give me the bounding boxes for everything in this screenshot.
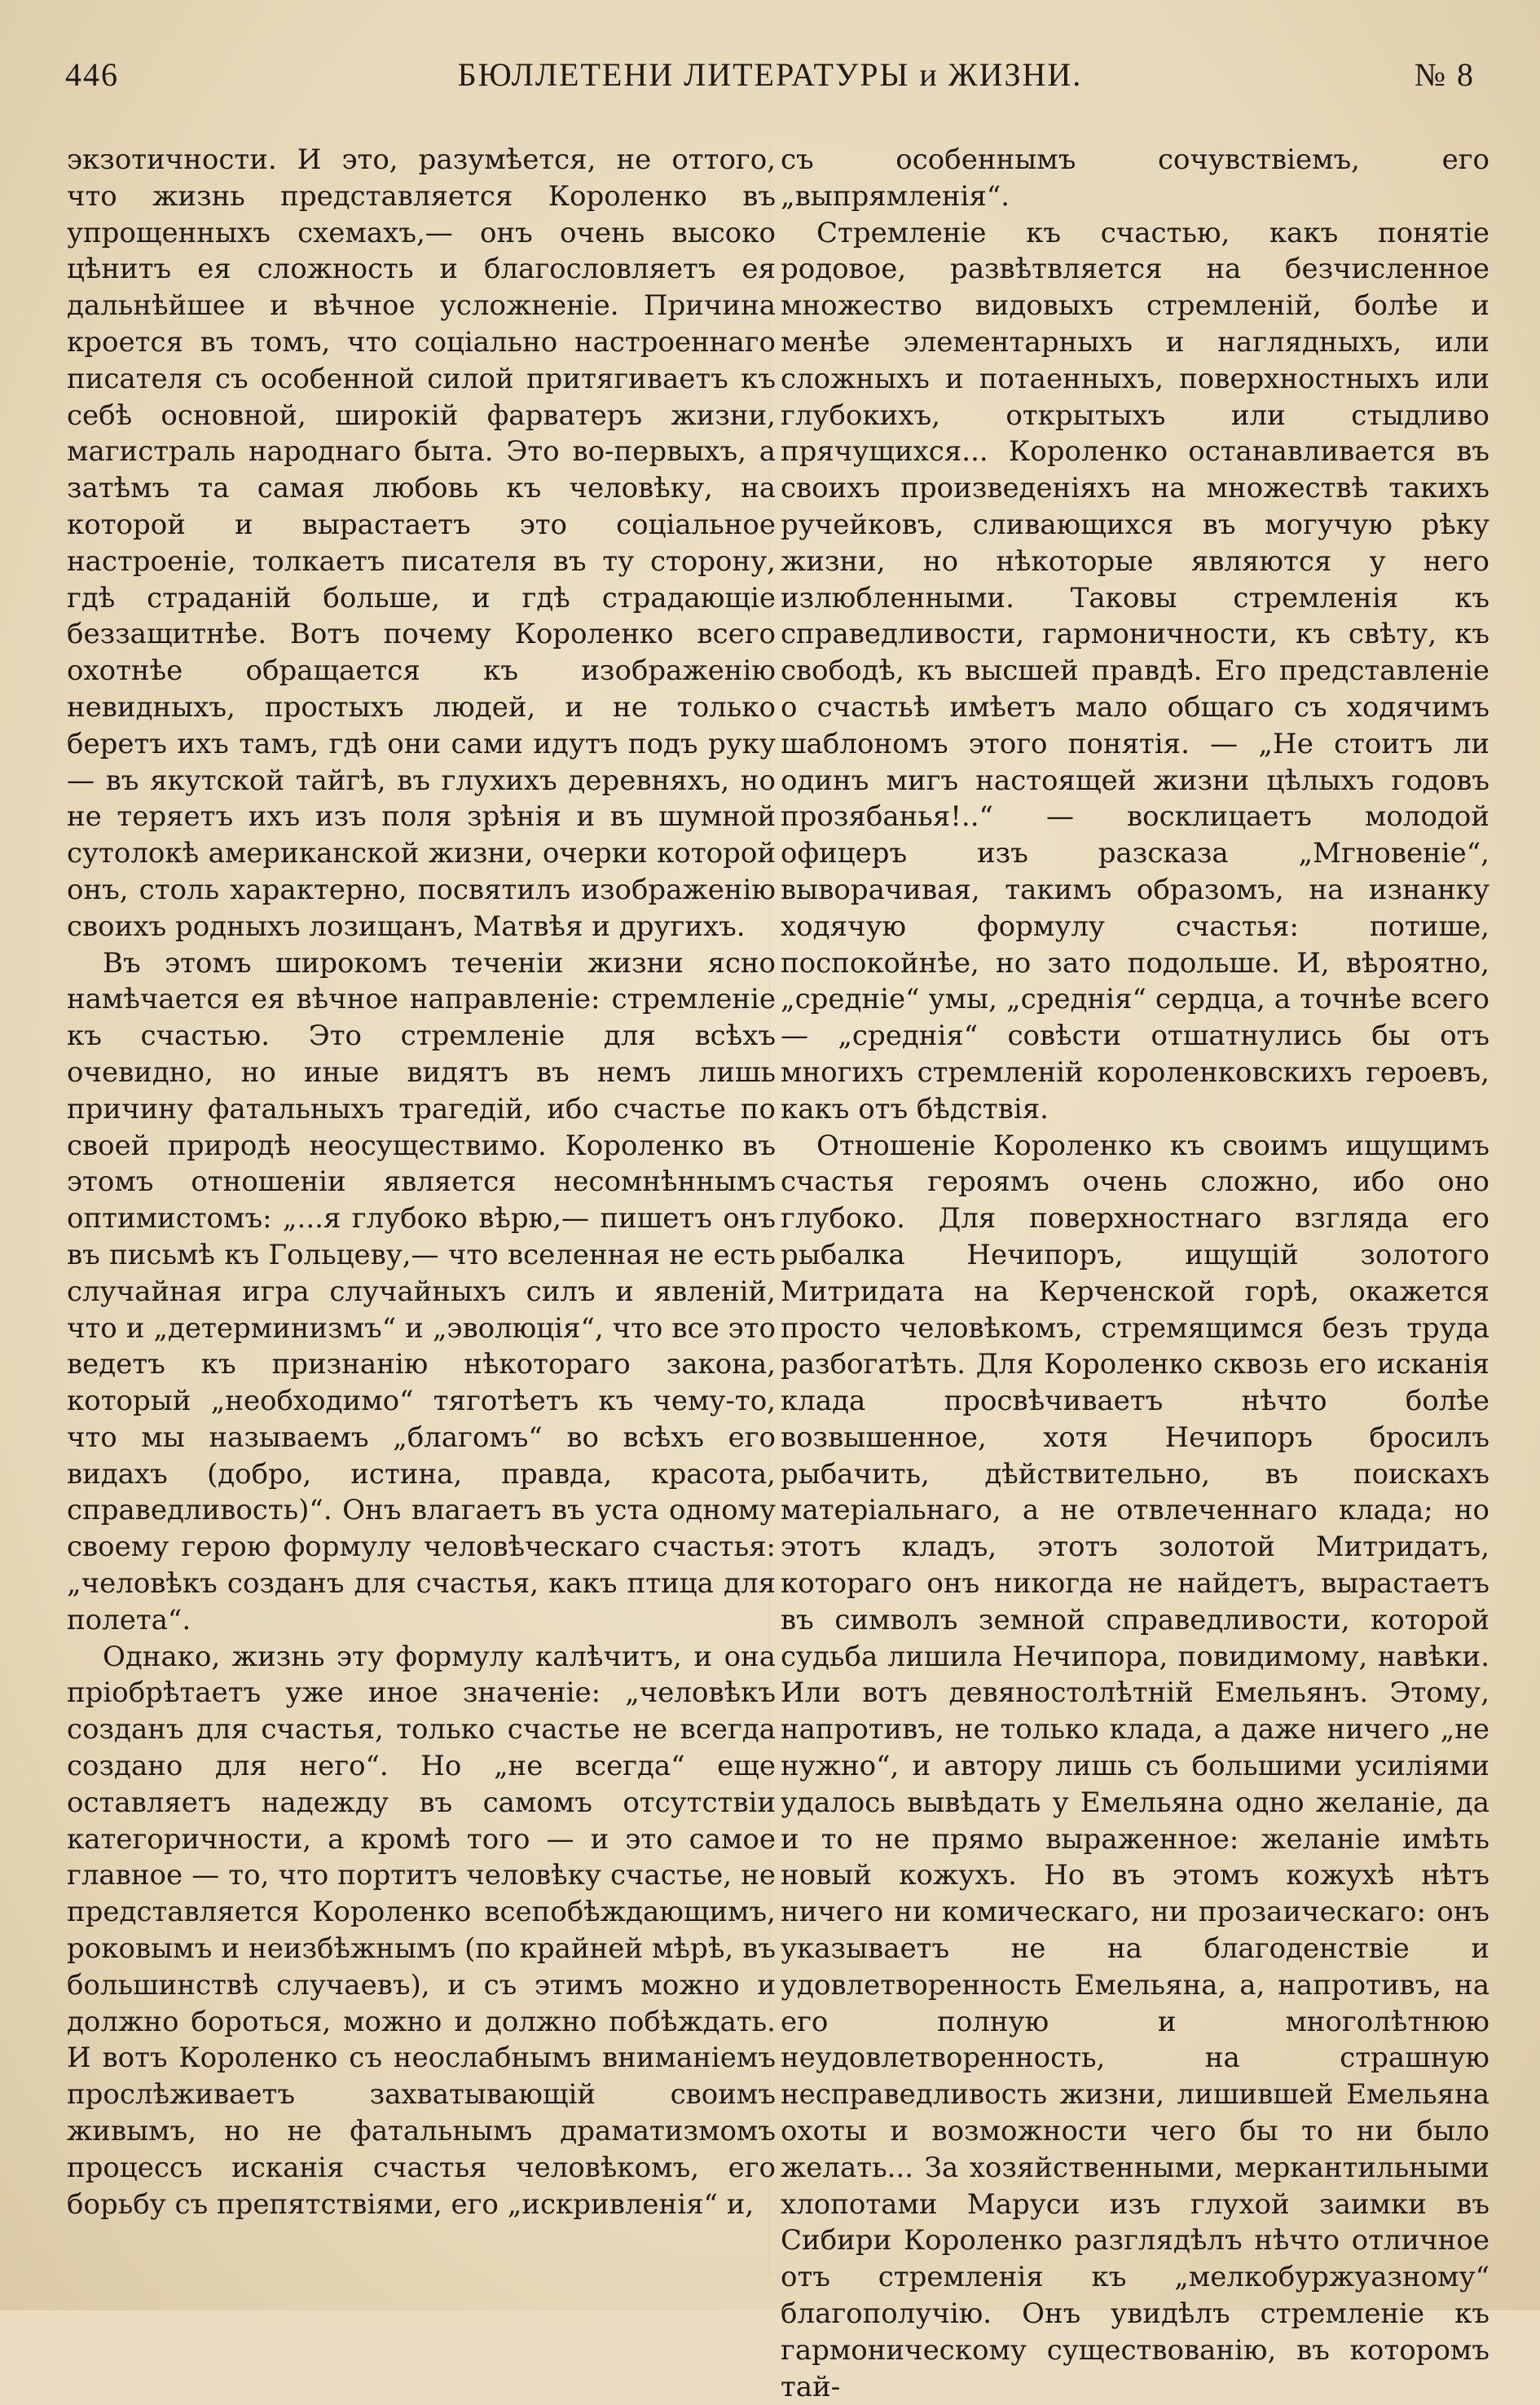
page-header [65,55,1475,104]
paragraph: Въ этомъ широкомъ теченіи жизни ясно намѣчается ея вѣчное направленіе: стремленіе къ счастью. Это стремленіе для всѣхъ очевидно, но иные видятъ въ немъ лишь причину фатальныхъ трагедій, ибо счастье по своей природѣ неосуществимо. Короленко въ этомъ отношеніи является несомнѣннымъ оптимистомъ: „...я глубоко вѣрю,— пишетъ онъ въ письмѣ къ Гольцеву,— что вселенная не есть случайная игра случайныхъ силъ и явленій, что и „детерминизмъ“ и „эволюція“, что все это ведетъ къ признанію нѣкотораго закона, который „необходимо“ тяготѣетъ къ чему-то, что мы называемъ „благомъ“ во всѣхъ его видахъ (добро, истина, правда, красота, справедливость)“. Онъ влагаетъ въ уста одному своему герою формулу человѣческаго счастья: „человѣкъ созданъ для счастья, какъ птица для полета“. [67,946,776,1636]
paragraph: Отношеніе Короленко къ своимъ ищущимъ счастья героямъ очень сложно, ибо оно глубоко. Для поверхностнаго взгляда его рыбалка Нечипоръ, ищущій золотого Митридата на Керченской горѣ, окажется просто человѣкомъ, стремящимся безъ труда разбогатѣть. Для Короленко сквозь его исканія клада просвѣчиваетъ нѣчто болѣе возвышенное, хотя Нечипоръ бросилъ рыбачить, дѣйствительно, въ поискахъ матеріальнаго, а не отвлеченнаго клада; но этотъ кладъ, этотъ золотой Митридатъ, котораго онъ никогда не найдетъ, вырастаетъ въ символъ земной справедливости, которой судьба лишила Нечипора, повидимому, навѣки. Или вотъ девяностолѣтній Емельянъ. Этому, напротивъ, не только клада, а даже ничего „не нужно“, и автору лишь съ большими усиліями удалось вывѣдать у Емельяна одно желаніе, да и то не прямо выраженное: желаніе имѣть новый кожухъ. Но въ этомъ кожухѣ нѣтъ ничего ни комическаго, ни прозаическаго: онъ указываетъ не на благоденствіе и удовлетворенность Емельяна, а, напротивъ, на его полную и многолѣтнюю неудовлетворенность, на страшную несправедливость жизни, лишившей Емельяна охоты и возможности чего бы то ни было желать... За хозяйственными, меркантильными хлопотами Маруси изъ глухой заимки въ Сибири Короленко разглядѣлъ нѣчто отличное отъ стремленія къ „мелкобуржуазному“ благополучію. Онъ увидѣлъ стремленіе къ гармоническому существованію, въ которомъ тай- [781,1129,1489,2403]
left-column [67,142,776,2285]
column-divider [769,142,770,2277]
right-column [781,142,1489,2403]
issue-number: № 8 [1414,56,1475,93]
paragraph: экзотичности. И это, разумѣется, не оттого, что жизнь представляется Короленко въ упрощенныхъ схемахъ,— онъ очень высоко цѣнитъ ея сложность и благословляетъ ея дальнѣйшее и вѣчное усложненіе. Причина кроется въ томъ, что соціально настроеннаго писателя съ особенной силой притягиваетъ къ себѣ основной, широкій фарватеръ жизни, магистраль народнаго быта. Это во-первыхъ, а затѣмъ та самая любовь къ человѣку, на которой и вырастаетъ это соціальное настроеніе, толкаетъ писателя въ ту сторону, гдѣ страданій больше, и гдѣ страдающіе беззащитнѣе. Вотъ почему Короленко всего охотнѣе обращается къ изображенію невидныхъ, простыхъ людей, и не только беретъ ихъ тамъ, гдѣ они сами идутъ подъ руку — въ якутской тайгѣ, въ глухихъ деревняхъ, но не теряетъ ихъ изъ поля зрѣнія и въ шумной сутолокѣ американской жизни, очерки которой онъ, столь характерно, посвятилъ изображенію своихъ родныхъ лозищанъ, Матвѣя и другихъ. [67,143,776,943]
running-title: БЮЛЛЕТЕНИ ЛИТЕРАТУРЫ и ЖИЗНИ. [457,56,1083,93]
paragraph: съ особеннымъ сочувствіемъ, его „выпрямленія“. [781,143,1489,213]
page-number: 446 [65,56,119,93]
paragraph: Однако, жизнь эту формулу калѣчитъ, и она пріобрѣтаетъ уже иное значеніе: „человѣкъ созданъ для счастья, только счастье не всегда создано для него“. Но „не всегда“ еще оставляетъ надежду въ самомъ отсутствіи категоричности, а кромѣ того — и это самое главное — то, что портитъ человѣку счастье, не представляется Короленко всепобѣждающимъ, роковымъ и неизбѣжнымъ (по крайней мѣрѣ, въ большинствѣ случаевъ), и съ этимъ можно и должно бороться, можно и должно побѣждать. И вотъ Короленко съ неослабнымъ вниманіемъ прослѣживаетъ захватывающій своимъ живымъ, но не фатальнымъ драматизмомъ процессъ исканія счастья человѣкомъ, его борьбу съ препятствіями, его „искривленія“ и, [67,1640,776,2221]
paragraph: Стремленіе къ счастью, какъ понятіе родовое, развѣтвляется на безчисленное множество видовыхъ стремленій, болѣе и менѣе элементарныхъ и наглядныхъ, или сложныхъ и потаенныхъ, поверхностныхъ или глубокихъ, открытыхъ или стыдливо прячущихся... Короленко останавливается въ своихъ произведеніяхъ на множествѣ такихъ ручейковъ, сливающихся въ могучую рѣку жизни, но нѣкоторые являются у него излюбленными. Таковы стремленія къ справедливости, гармоничности, къ свѣту, къ свободѣ, къ высшей правдѣ. Его представленіе о счастьѣ имѣетъ мало общаго съ ходячимъ шаблономъ этого понятія. — „Не стоитъ ли одинъ мигъ настоящей жизни цѣлыхъ годовъ прозябанья!..“ — восклицаетъ молодой офицеръ изъ разсказа „Мгновеніе“, выворачивая, такимъ образомъ, на изнанку ходячую формулу счастья: потише, поспокойнѣе, но зато подольше. И, вѣроятно, „средніе“ умы, „среднія“ сердца, а точнѣе всего — „среднія“ совѣсти отшатнулись бы отъ многихъ стремленій короленковскихъ героевъ, какъ отъ бѣдствія. [781,216,1489,1125]
